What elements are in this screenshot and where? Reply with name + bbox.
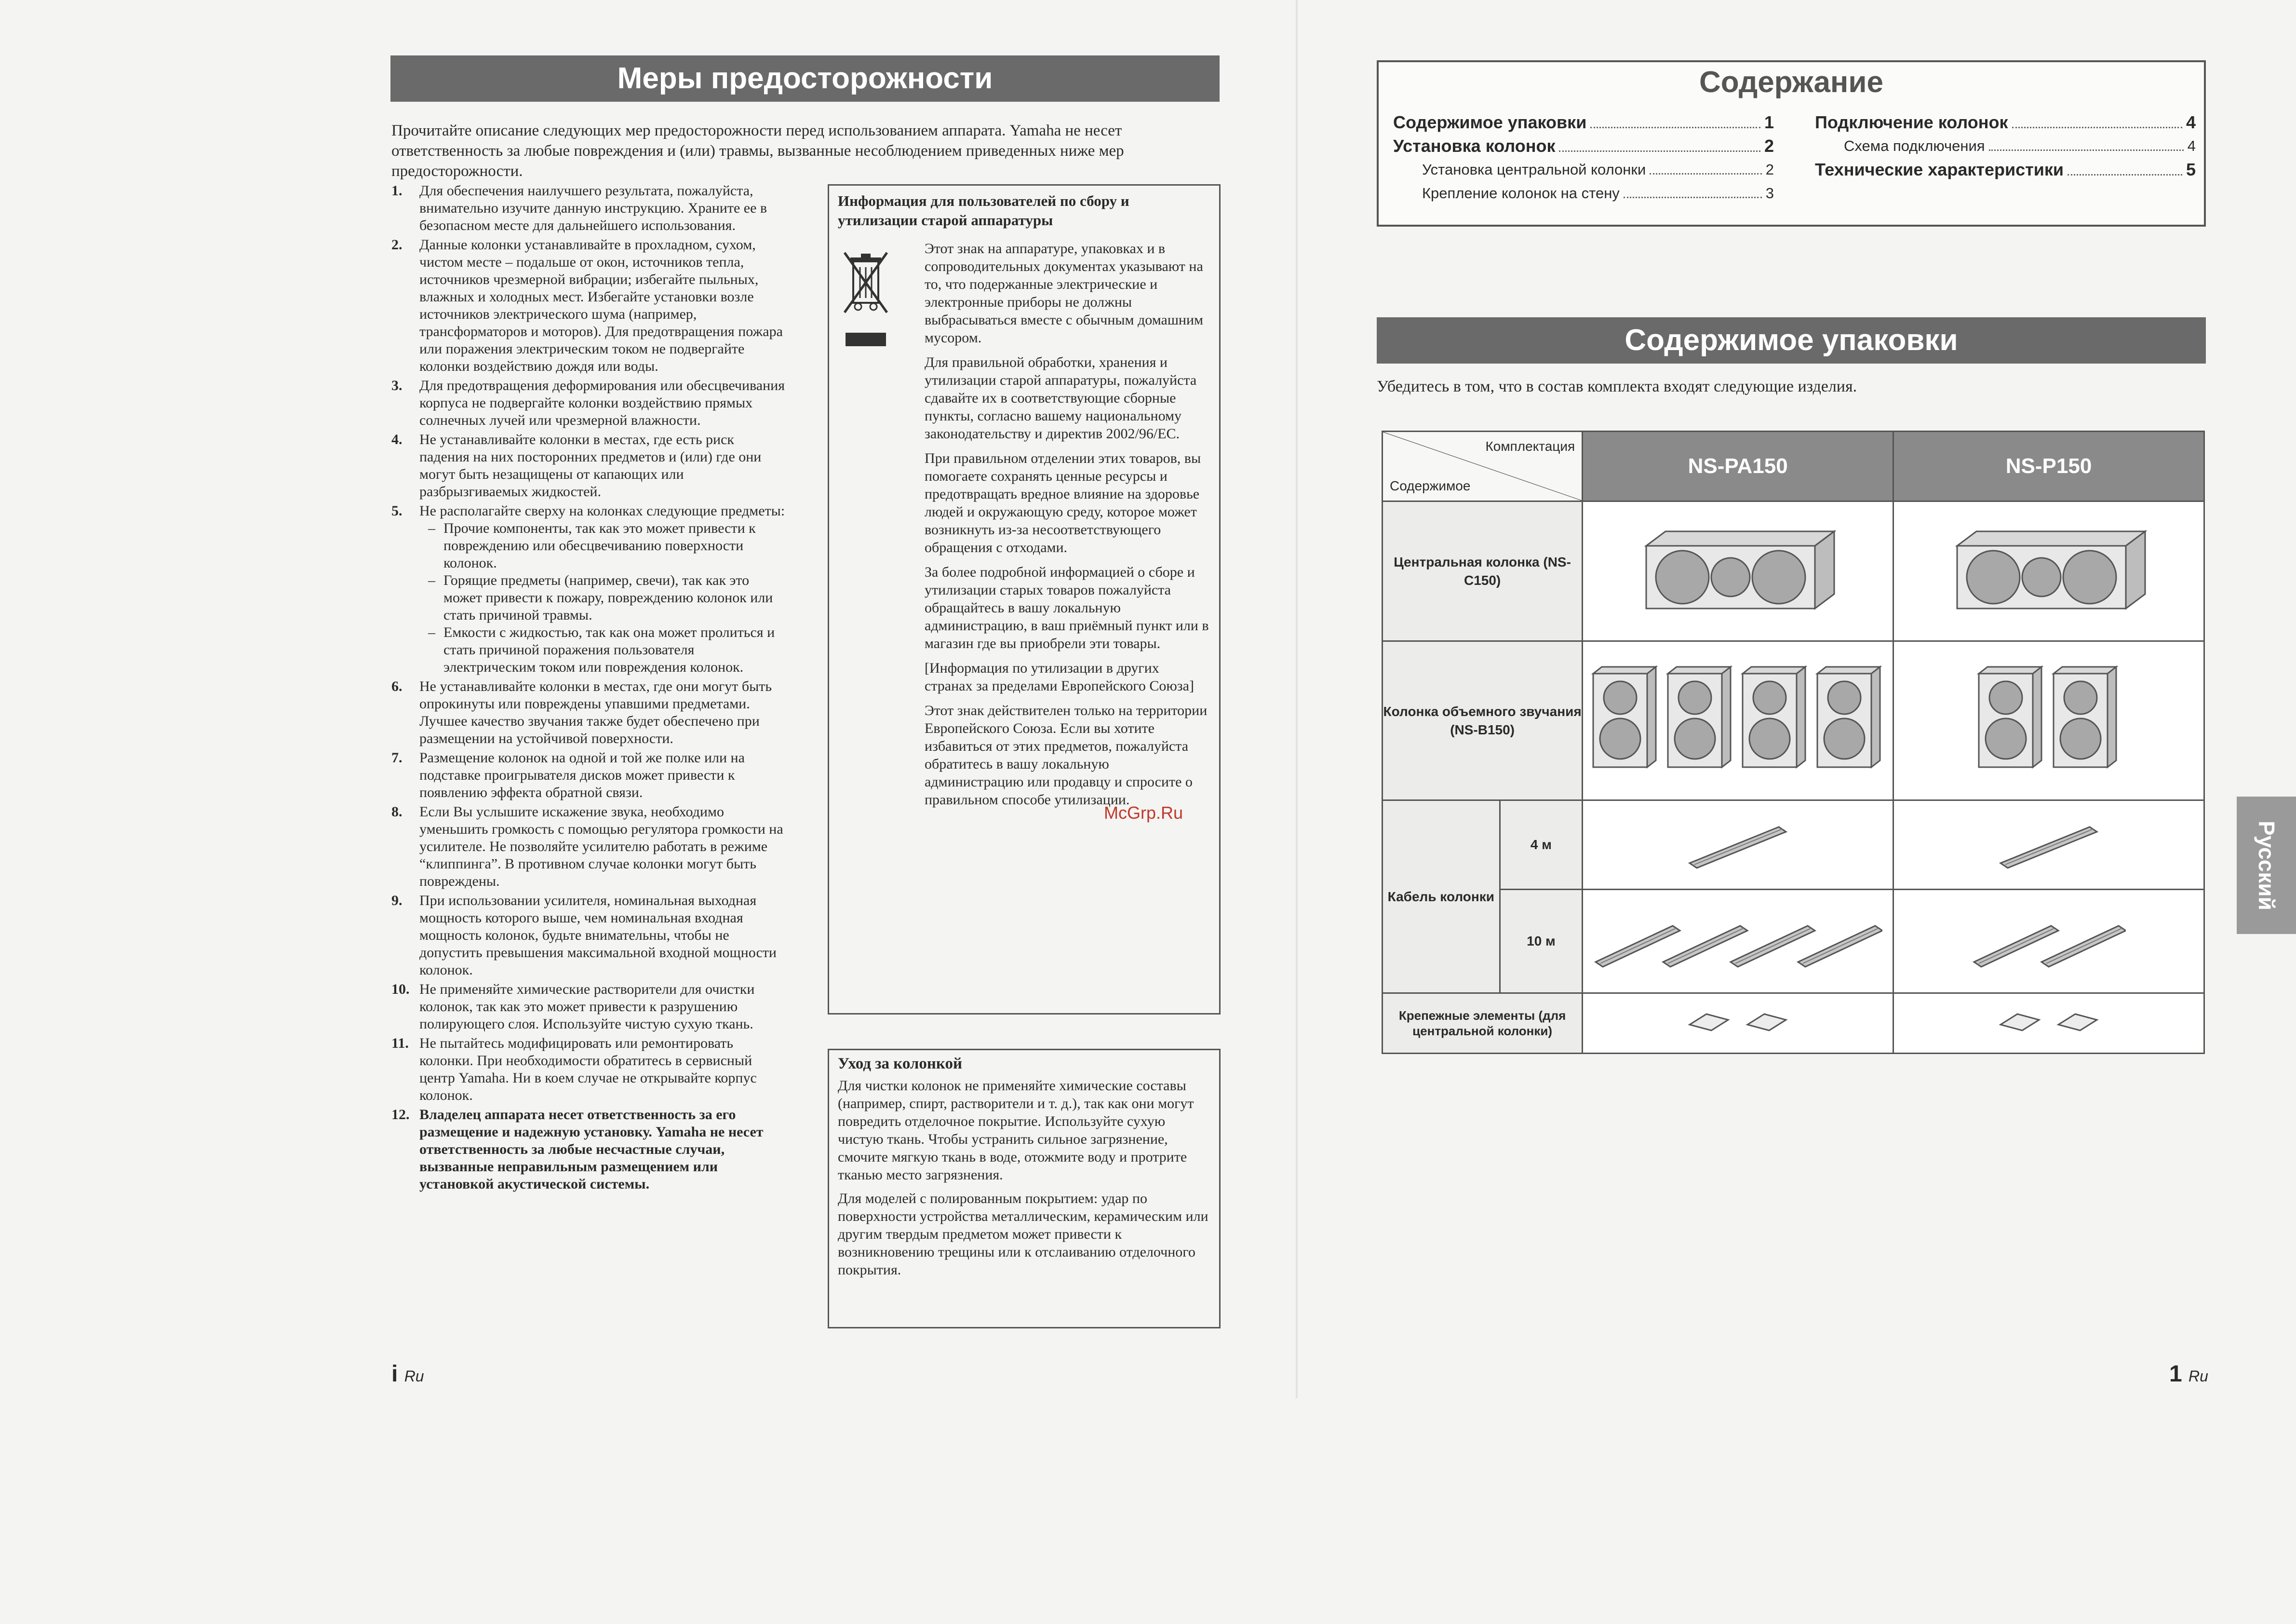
package-contents-title: Содержимое упаковки: [1377, 317, 2206, 364]
sub-item-text: Емкости с жидкостью, так как она может пролиться и стать причиной поражения пользователя электрическим током или повреждения колонок.: [443, 624, 775, 675]
surround-speaker-icon: [2054, 667, 2116, 767]
toc-entry[interactable]: [1815, 158, 2196, 181]
toc-entry-label: Установка центральной колонки: [1422, 161, 1646, 178]
toc-column-right: [1815, 110, 2196, 181]
item-text: Не устанавливайте колонки в местах, где есть риск падения на них посторонних предметов и (или) где они могут быть незащищены от капающих или разбрызгиваемых жидкостей.: [419, 432, 762, 500]
item-number: 10.: [391, 981, 410, 997]
mounting-pad-icons: [1996, 1005, 2102, 1039]
precautions-list: [391, 182, 787, 1195]
toc-entry-page: 1: [1764, 112, 1774, 132]
toc-entry[interactable]: [1393, 110, 1774, 134]
item-text: Не пытайтесь модифицировать или ремонтировать колонки. При необходимости обратитесь в сервисный центр Yamaha. Ни в коем случае не открывайте корпус колонок.: [419, 1035, 757, 1103]
sub-item: – Прочие компоненты, так как это может привести к повреждению или обесцвечиванию поверхности колонок.: [428, 520, 787, 572]
package-contents-intro: Убедитесь в том, что в состав комплекта входят следующие изделия.: [1377, 378, 1857, 395]
toc-column-left: [1393, 110, 1774, 205]
mount-hardware-cell: [1583, 993, 1893, 1054]
surround-speaker-icon: [1668, 667, 1731, 767]
cable-length-10m: 10 м: [1500, 890, 1583, 993]
center-speaker-cell: [1583, 501, 1893, 641]
list-item: [391, 377, 787, 429]
watermark: McGrp.Ru: [1104, 803, 1183, 823]
list-item: [391, 803, 787, 890]
item-number: 5.: [391, 503, 403, 519]
table-corner-cell: [1383, 432, 1583, 501]
cable-10m-cell: [1583, 890, 1893, 993]
item-number: 8.: [391, 804, 403, 820]
item-number: 12.: [391, 1107, 410, 1123]
toc-entry-label: Подключение колонок: [1815, 112, 2008, 132]
list-item: [391, 749, 787, 801]
toc-entry-page: 4: [2186, 112, 2196, 132]
item-number: 11.: [391, 1035, 409, 1051]
toc-entry-page: 2: [1765, 161, 1774, 178]
cable-10m-cell: [1893, 890, 2204, 993]
surround-speaker-icon: [1979, 667, 2041, 767]
center-speaker-image: [1637, 527, 1839, 613]
item-number: 6.: [391, 678, 403, 694]
page-lang: Ru: [2189, 1367, 2208, 1385]
safety-intro: Прочитайте описание следующих мер предосторожности перед использованием аппарата. Yamaha не несет ответственность за любые повреждения и (или) травмы, вызванные несоблюдением приведенных ниже мер предосторожности.: [391, 122, 1124, 180]
item-text: Размещение колонок на одной и той же полке или на подставке проигрывателя дисков может привести к появлению эффекта обратной связи.: [419, 750, 745, 800]
language-tab-label: Русский: [2254, 820, 2279, 910]
cable-coils-image: [1593, 907, 1882, 974]
cable-length-4m: 4 м: [1500, 800, 1583, 890]
info-paragraph: Этот знак действителен только на территории Европейского Союза. Если вы хотите избавиться от этих предметов, пожалуйста обратитесь в вашу локальную администрацию или продавцу и спросите о правильном способе утилизации.: [925, 703, 1208, 808]
list-item: [391, 502, 787, 676]
toc-entry-page: 5: [2186, 160, 2196, 179]
surround-speakers-image: [1974, 664, 2123, 775]
package-contents-table: [1382, 431, 2205, 1054]
page-number-value: i: [391, 1361, 398, 1387]
disposal-info-box: [828, 184, 1221, 1015]
care-paragraph: Для моделей с полированным покрытием: удар по поверхности устройства металлическим, керамическим или другим твердым предметом может привести к возникновению трещины или к отслаиванию отделочного покрытия.: [838, 1191, 1208, 1278]
list-item: [391, 182, 787, 234]
care-paragraph: Для чистки колонок не применяйте химические составы (например, спирт, растворители и т. д.), так как они могут повредить отделочное покрытие. Используйте сухую чистую ткань. Чтобы устранить сильное загрязнение, смочите мягкую ткань в воде, отожмите воду и протрите тканью место загрязнения.: [838, 1078, 1194, 1183]
language-tab: [2237, 797, 2296, 934]
toc-entry[interactable]: [1815, 134, 2196, 158]
toc-entry[interactable]: [1393, 158, 1774, 181]
surround-speakers-image: [1588, 664, 1887, 775]
sub-item-text: Горящие предметы (например, свечи), так как это может привести к пожару, повреждению колонок или стать причиной травмы.: [443, 572, 773, 623]
cable-coils-image: [1972, 907, 2126, 974]
surround-speakers-cell: [1893, 641, 2204, 800]
item-text: Данные колонки устанавливайте в прохладном, сухом, чистом месте – подальше от окон, источников тепла, источников чрезмерной вибрации; избегайте пыльных, влажных и холодных мест. Избегайте установки возле источников электрического шума (например, трансформаторов и моторов). Для предотвращения пожара или поражения электрическим током не подвергайте колонки воздействию дождя или воды.: [419, 237, 783, 374]
info-paragraph: При правильном отделении этих товаров, вы помогаете сохранять ценные ресурсы и предотвращать вредное влияние на здоровье людей и окружающую среду, которое может возникнуть из-за несоответствующего обращения с отходами.: [925, 450, 1201, 555]
info-paragraph: За более подробной информацией о сборе и утилизации старых товаров пожалуйста обращайтесь в вашу локальную администрацию, в ваш приёмный пункт или в магазин где вы приобрели эти товары.: [925, 564, 1209, 651]
row-header-surround-speaker: Колонка объемного звучания (NS-B150): [1383, 641, 1583, 800]
surround-speakers-cell: [1583, 641, 1893, 800]
toc-entry-page: 2: [1764, 136, 1774, 156]
list-item: [391, 892, 787, 979]
toc-entry-label: Крепление колонок на стену: [1422, 185, 1620, 202]
cable-4m-cell: [1583, 800, 1893, 890]
sub-item-text: Прочие компоненты, так как это может привести к повреждению или обесцвечиванию поверхности колонок.: [443, 520, 756, 571]
page-lang: Ru: [404, 1367, 424, 1385]
toc-entry-label: Установка колонок: [1393, 136, 1556, 156]
mounting-pad-icons: [1685, 1005, 1791, 1039]
column-header-ns-pa150: NS-PA150: [1583, 432, 1893, 501]
row-header-speaker-cable: Кабель колонки: [1383, 800, 1500, 993]
item-text: Владелец аппарата несет ответственность за его размещение и надежную установку. Yamaha не несет ответственность за любые несчастные случаи, вызванные неправильным размещением или установкой акустической системы.: [419, 1107, 764, 1192]
cable-4m-cell: [1893, 800, 2204, 890]
safety-title: Меры предосторожности: [390, 55, 1220, 102]
list-item: [391, 1106, 787, 1193]
toc-entry-label: Технические характеристики: [1815, 160, 2064, 179]
item-text: Для обеспечения наилучшего результата, пожалуйста, внимательно изучите данную инструкцию. Храните ее в безопасном месте для дальнейшего использования.: [419, 183, 767, 233]
corner-bottom-label: Содержимое: [1390, 478, 1471, 493]
care-title: Уход за колонкой: [838, 1055, 963, 1072]
toc-entry-page: 3: [1765, 185, 1774, 202]
page-number-value: 1: [2169, 1361, 2182, 1387]
surround-speaker-icon: [1817, 667, 1880, 767]
item-number: 7.: [391, 750, 403, 766]
list-item: [391, 678, 787, 747]
page-number-left: [391, 1361, 424, 1387]
item-text: Если Вы услышите искажение звука, необходимо уменьшить громкость с помощью регулятора громкости на усилителе. Не позволяйте усилителю работать в режиме “клиппинга”. В противном случае колонки могут быть повреждены.: [419, 804, 783, 889]
center-speaker-cell: [1893, 501, 2204, 641]
item-text: Для предотвращения деформирования или обесцвечивания корпуса не подвергайте колонки воздействию прямых солнечных лучей или чрезмерной влажности.: [419, 378, 785, 428]
sub-item: – Горящие предметы (например, свечи), так как это может привести к пожару, повреждению колонок или стать причиной травмы.: [428, 572, 787, 624]
toc-entry[interactable]: [1815, 110, 2196, 134]
table-of-contents: [1377, 60, 2206, 227]
toc-entry-page: 4: [2187, 137, 2196, 154]
mount-hardware-cell: [1893, 993, 2204, 1054]
item-number: 4.: [391, 432, 403, 447]
row-header-center-speaker: Центральная колонка (NS-C150): [1383, 501, 1583, 641]
list-item: [391, 431, 787, 501]
item-number: 9.: [391, 893, 403, 908]
cable-coil-icon: [1996, 817, 2102, 870]
disposal-info-body: [925, 240, 1210, 809]
surround-speaker-icon: [1743, 667, 1805, 767]
list-item: [391, 981, 787, 1033]
column-header-ns-p150: NS-P150: [1893, 432, 2204, 501]
cable-coil-icon: [1685, 817, 1791, 870]
sub-item: – Емкости с жидкостью, так как она может пролиться и стать причиной поражения пользователя электрическим током или повреждения колонок.: [428, 624, 787, 676]
toc-entry-label: Содержимое упаковки: [1393, 112, 1587, 132]
info-paragraph: Этот знак на аппаратуре, упаковках и в сопроводительных документах указывают на то, что подержанные электрические и электронные приборы не должны выбрасываться вместе с обычным домашним мусором.: [925, 241, 1204, 346]
item-text: [419, 502, 787, 676]
item-text: При использовании усилителя, номинальная выходная мощность которого выше, чем номинальная входная мощность колонок, будьте внимательны, чтобы не допустить превышения максимальной входной мощности колонок.: [419, 893, 777, 978]
item-lead: Не располагайте сверху на колонках следующие предметы:: [419, 503, 785, 519]
disposal-info-title: Информация для пользователей по сбору и утилизации старой аппаратуры: [838, 192, 1129, 229]
center-speaker-image: [1947, 527, 2150, 613]
item-number: 1.: [391, 183, 403, 199]
list-item: [391, 1035, 787, 1104]
item-number: 3.: [391, 378, 403, 393]
item-number: 2.: [391, 237, 403, 253]
surround-speaker-icon: [1593, 667, 1656, 767]
corner-top-label: Комплектация: [1485, 439, 1575, 454]
item-text: Не устанавливайте колонки в местах, где они могут быть опрокинуты или повреждены упавшими предметами. Лучшее качество звучания также будет обеспечено при размещении на устойчивой поверхности.: [419, 678, 772, 746]
item-text: Не применяйте химические растворители для очистки колонок, так как это может привести к разрушению полирующего слоя. Используйте чистую сухую ткань.: [419, 981, 755, 1032]
info-paragraph: Для правильной обработки, хранения и утилизации старой аппаратуры, пожалуйста сдавайте их в соответствующие сборные пункты, согласно вашему национальному законодательству и директив 2002/96/EC.: [925, 354, 1197, 442]
toc-entry-label: Схема подключения: [1844, 137, 1985, 154]
weee-bin-icon: [843, 251, 889, 352]
list-item: [391, 236, 787, 375]
speaker-care-box: [828, 1049, 1221, 1328]
toc-entry[interactable]: [1393, 134, 1774, 158]
info-paragraph: [Информация по утилизации в других странах за пределами Европейского Союза]: [925, 660, 1194, 694]
row-header-mounting-hardware: Крепежные элементы (для центральной колонки): [1383, 993, 1583, 1054]
page-number-right: [2169, 1361, 2208, 1387]
toc-entry[interactable]: [1393, 181, 1774, 205]
toc-title: Содержание: [1699, 66, 1883, 99]
